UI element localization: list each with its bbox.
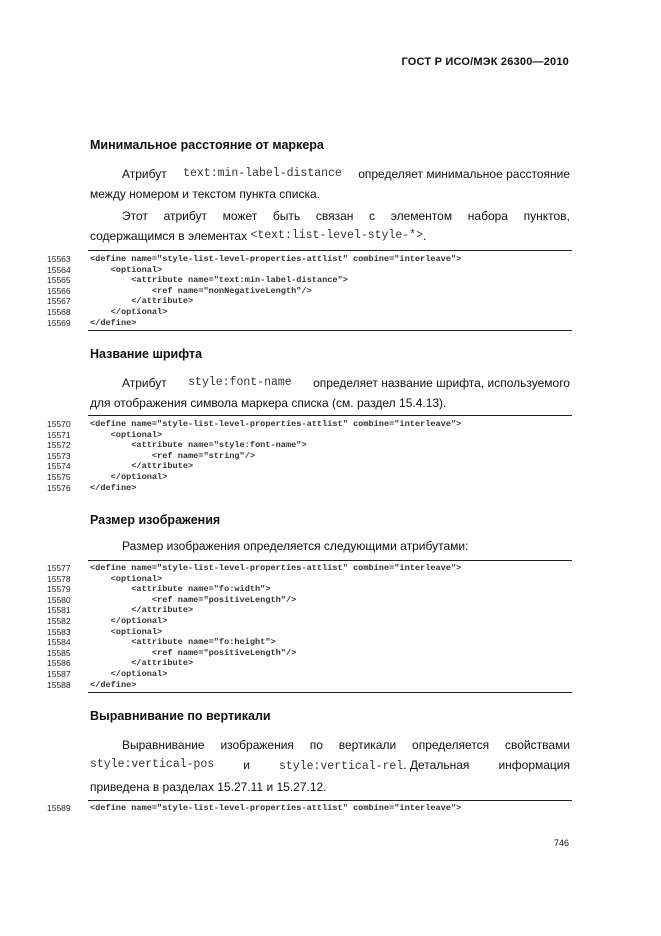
section-heading-marker-distance: Минимальное расстояние от маркера <box>90 138 324 152</box>
code-line <box>0 307 661 318</box>
code-line <box>0 265 661 276</box>
code-line <box>0 680 661 691</box>
line-number: 15576 <box>47 482 71 493</box>
code-text: </attribute> <box>90 461 194 472</box>
code-text: </define> <box>90 482 137 493</box>
line-number: 15565 <box>47 275 71 286</box>
line-number: 15568 <box>47 307 71 317</box>
code-text: </define> <box>90 679 137 690</box>
code-text: <attribute name="fo:width"> <box>90 584 271 595</box>
section-paragraph: Выравнивание изображения по вертикали определяется свойствами style:vertical-pos и style:vertical-rel. Детальная информация приведена в разделах 15.27.11 и 15.27.12. <box>90 738 570 794</box>
code-text: <optional> <box>90 429 163 440</box>
code-text: <define name="style-list-level-properties-attlist" combine="interleave"> <box>90 254 462 264</box>
code-text: </optional> <box>90 472 168 482</box>
code-text: <define name="style-list-level-properties-attlist" combine="interleave"> <box>90 803 462 813</box>
code-line <box>0 440 661 451</box>
line-number: 15580 <box>47 594 71 605</box>
document-header: ГОСТ Р ИСО/МЭК 26300—2010 <box>401 56 569 68</box>
code-rule-top <box>88 250 572 251</box>
code-line <box>0 472 661 483</box>
code-line <box>0 286 661 297</box>
code-line <box>0 563 661 574</box>
code-line <box>0 318 661 329</box>
line-number: 15563 <box>47 254 71 264</box>
line-number: 15585 <box>47 647 71 658</box>
line-number: 15570 <box>47 419 71 429</box>
line-number: 15564 <box>47 264 71 275</box>
line-number: 15571 <box>47 429 71 440</box>
code-line <box>0 275 661 286</box>
line-number: 15588 <box>47 679 71 690</box>
line-number: 15575 <box>47 472 71 482</box>
code-text: <ref name="positiveLength"/> <box>90 594 297 605</box>
code-line <box>0 296 661 307</box>
line-number: 15574 <box>47 461 71 472</box>
code-text: <optional> <box>90 626 163 637</box>
code-text: <define name="style-list-level-properties-attlist" combine="interleave"> <box>90 563 462 573</box>
code-line <box>0 595 661 606</box>
code-text: <attribute name="text:min-label-distance"> <box>90 275 348 286</box>
code-text: <attribute name="fo:height"> <box>90 637 276 648</box>
code-text: <ref name="string"/> <box>90 450 256 461</box>
code-text: </optional> <box>90 669 168 679</box>
code-line <box>0 483 661 494</box>
code-line <box>0 419 661 430</box>
line-number: 15581 <box>47 605 71 616</box>
code-line <box>0 451 661 462</box>
line-number: 15573 <box>47 450 71 461</box>
code-text: </attribute> <box>90 605 194 616</box>
code-text: </optional> <box>90 307 168 317</box>
code-line <box>0 627 661 638</box>
code-line <box>0 637 661 648</box>
section-heading-image-size: Размер изображения <box>90 513 221 527</box>
line-number: 15578 <box>47 573 71 584</box>
code-text: <ref name="nonNegativeLength"/> <box>90 285 312 296</box>
line-number: 15567 <box>47 296 71 307</box>
line-number: 15579 <box>47 584 71 595</box>
code-rule-top <box>88 560 572 561</box>
line-number: 15577 <box>47 563 71 573</box>
line-number: 15586 <box>47 658 71 669</box>
code-line <box>0 584 661 595</box>
code-line <box>0 658 661 669</box>
line-number: 15566 <box>47 285 71 296</box>
line-number: 15584 <box>47 637 71 648</box>
code-line <box>0 803 661 814</box>
code-line <box>0 430 661 441</box>
code-line <box>0 574 661 585</box>
section-heading-vertical-align: Выравнивание по вертикали <box>90 709 271 723</box>
section-paragraph: Атрибут style:font-name определяет название шрифта, используемого для отображения символа маркера списка (см. раздел 15.4.13). <box>90 376 570 410</box>
line-number: 15587 <box>47 669 71 679</box>
line-number: 15583 <box>47 626 71 637</box>
code-text: <attribute name="style:font-name"> <box>90 440 307 451</box>
section-paragraph: Размер изображения определяется следующими атрибутами: <box>122 539 469 553</box>
code-line <box>0 461 661 472</box>
code-text: </attribute> <box>90 296 194 307</box>
code-text: <optional> <box>90 264 163 275</box>
line-number: 15572 <box>47 440 71 451</box>
code-text: <define name="style-list-level-properties-attlist" combine="interleave"> <box>90 419 462 429</box>
code-text: <ref name="positiveLength"/> <box>90 647 297 658</box>
code-line <box>0 669 661 680</box>
code-text: <optional> <box>90 573 163 584</box>
code-line <box>0 254 661 265</box>
line-number: 15589 <box>47 803 71 813</box>
section-paragraph: Атрибут text:min-label-distance определяет минимальное расстояние между номером и текстом пункта списка. <box>90 167 570 201</box>
code-rule-top <box>88 800 572 801</box>
page-number: 746 <box>553 838 569 848</box>
section-paragraph: Этот атрибут может быть связан с элементом набора пунктов, содержащимся в элементах <text:list-level-style-*> . <box>90 209 570 243</box>
code-text: </define> <box>90 317 137 328</box>
code-text: </attribute> <box>90 658 194 669</box>
section-heading-font-name: Название шрифта <box>90 347 203 361</box>
code-rule-top <box>88 415 572 416</box>
code-rule-bottom <box>88 330 572 331</box>
line-number: 15582 <box>47 616 71 626</box>
code-text: </optional> <box>90 616 168 626</box>
line-number: 15569 <box>47 317 71 328</box>
code-line <box>0 605 661 616</box>
code-line <box>0 648 661 659</box>
code-rule-bottom <box>88 692 572 693</box>
code-line <box>0 616 661 627</box>
